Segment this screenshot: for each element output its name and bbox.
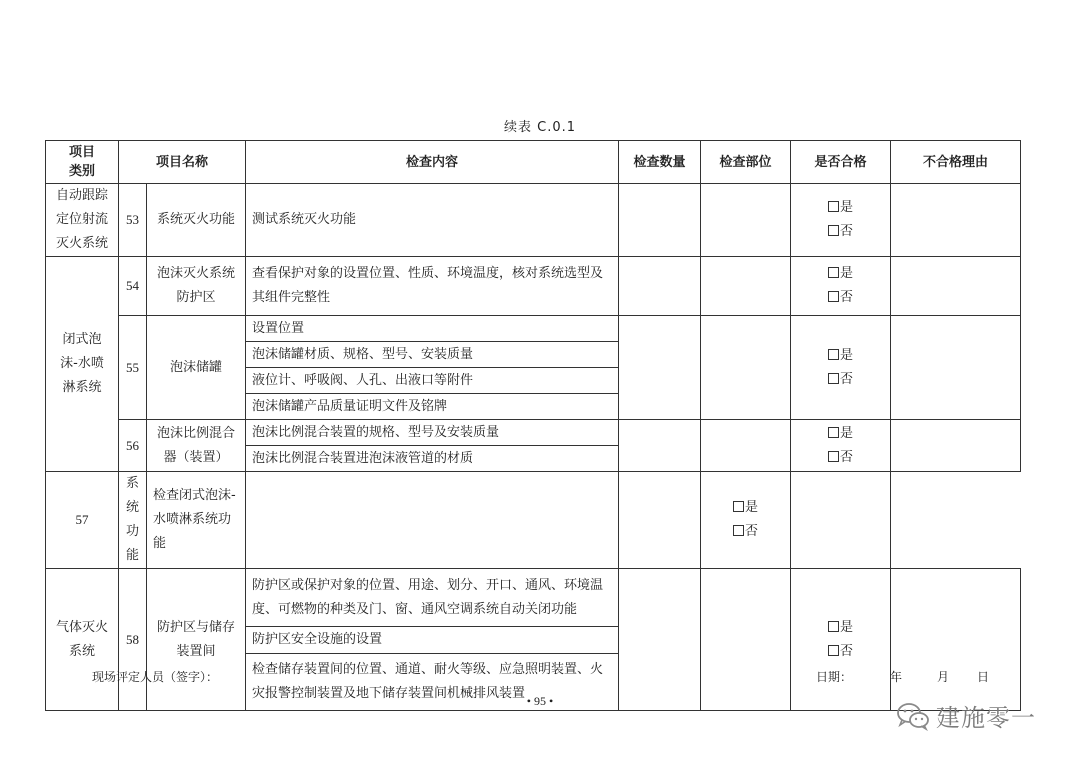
- location-cell[interactable]: [701, 184, 791, 257]
- item-content: 泡沫储罐产品质量证明文件及铭牌: [246, 394, 619, 420]
- table-row: [46, 184, 1021, 257]
- no-checkbox[interactable]: 否: [733, 520, 758, 544]
- header-qualified: 是否合格: [791, 141, 891, 184]
- reason-cell[interactable]: [891, 316, 1021, 420]
- header-location: 检查部位: [701, 141, 791, 184]
- item-content: 液位计、呼吸阀、人孔、出液口等附件: [246, 368, 619, 394]
- reason-cell[interactable]: [891, 420, 1021, 472]
- checkbox-icon: [733, 501, 744, 512]
- quantity-cell[interactable]: [619, 184, 701, 257]
- category-gas: 气体灭火系统: [46, 569, 119, 711]
- month-label: 月: [937, 670, 950, 684]
- item-content: 防护区安全设施的设置: [246, 627, 619, 654]
- no-checkbox[interactable]: 否: [828, 220, 853, 244]
- checkbox-icon: [828, 291, 839, 302]
- location-cell[interactable]: [701, 569, 791, 711]
- header-name: 项目名称: [119, 141, 246, 184]
- table-caption: 续表 C.0.1: [503, 120, 577, 135]
- item-content: 设置位置: [246, 316, 619, 342]
- item-name: 防护区与储存装置间: [147, 569, 246, 711]
- qualified-cell: [791, 184, 891, 257]
- checkbox-icon: [828, 451, 839, 462]
- qualified-cell: [791, 316, 891, 420]
- yes-checkbox[interactable]: 是: [828, 422, 853, 446]
- no-checkbox[interactable]: 否: [828, 286, 853, 310]
- qualified-cell: [791, 569, 891, 711]
- checkbox-icon: [828, 267, 839, 278]
- header-category: 项目类别: [46, 141, 119, 184]
- quantity-cell[interactable]: [619, 420, 701, 472]
- reason-cell[interactable]: [891, 569, 1021, 711]
- category-auto-tracking: 自动跟踪定位射流灭火系统: [46, 184, 119, 257]
- table-row: [46, 316, 1021, 342]
- qualified-cell: [701, 472, 791, 569]
- item-name: 泡沫储罐: [147, 316, 246, 420]
- item-content: 检查闭式泡沫-水喷淋系统功能: [147, 472, 246, 569]
- qualified-cell: [791, 420, 891, 472]
- table-row: [46, 569, 1021, 627]
- no-checkbox[interactable]: 否: [828, 446, 853, 470]
- watermark: [896, 698, 1036, 733]
- no-checkbox[interactable]: 否: [828, 640, 853, 664]
- item-content: 泡沫比例混合装置进泡沫液管道的材质: [246, 446, 619, 472]
- watermark-text: 建施零一: [936, 704, 1036, 732]
- checkbox-icon: [733, 525, 744, 536]
- item-number: 53: [119, 184, 147, 257]
- quantity-cell[interactable]: [619, 257, 701, 316]
- header-reason: 不合格理由: [891, 141, 1021, 184]
- checkbox-icon: [828, 349, 839, 360]
- checkbox-icon: [828, 373, 839, 384]
- yes-checkbox[interactable]: 是: [828, 196, 853, 220]
- item-number: 56: [119, 420, 147, 472]
- no-checkbox[interactable]: 否: [828, 368, 853, 392]
- item-content: 泡沫储罐材质、规格、型号、安装质量: [246, 342, 619, 368]
- table-row: [46, 257, 1021, 316]
- header-content: 检查内容: [246, 141, 619, 184]
- item-name: 泡沫比例混合器（装置）: [147, 420, 246, 472]
- item-content: 检查储存装置间的位置、通道、耐火等级、应急照明装置、火灾报警控制装置及地下储存装置间机械排风装置: [246, 654, 619, 711]
- location-cell[interactable]: [619, 472, 701, 569]
- page-number: • 95 •: [526, 694, 554, 708]
- year-label: 年: [890, 670, 903, 684]
- item-number: 55: [119, 316, 147, 420]
- yes-checkbox[interactable]: 是: [733, 496, 758, 520]
- quantity-cell[interactable]: [619, 569, 701, 711]
- category-closed-foam: 闭式泡沫-水喷淋系统: [46, 257, 119, 472]
- checkbox-icon: [828, 621, 839, 632]
- table-row: [46, 472, 1021, 569]
- reason-cell[interactable]: [891, 257, 1021, 316]
- location-cell[interactable]: [701, 420, 791, 472]
- location-cell[interactable]: [701, 257, 791, 316]
- inspector-signature-label: 现场评定人员（签字）：: [92, 670, 219, 684]
- table-row: [46, 420, 1021, 446]
- day-label: 日: [977, 670, 990, 684]
- checkbox-icon: [828, 427, 839, 438]
- checkbox-icon: [828, 225, 839, 236]
- item-number: 58: [119, 569, 147, 711]
- yes-checkbox[interactable]: 是: [828, 616, 853, 640]
- item-name: 泡沫灭火系统防护区: [147, 257, 246, 316]
- date-label: 日期：: [816, 670, 853, 684]
- quantity-cell[interactable]: [619, 316, 701, 420]
- qualified-cell: [791, 257, 891, 316]
- yes-checkbox[interactable]: 是: [828, 344, 853, 368]
- checkbox-icon: [828, 645, 839, 656]
- item-content: 泡沫比例混合装置的规格、型号及安装质量: [246, 420, 619, 446]
- header-row: [46, 141, 1021, 184]
- yes-checkbox[interactable]: 是: [828, 262, 853, 286]
- location-cell[interactable]: [701, 316, 791, 420]
- item-name: 系统功能: [119, 472, 147, 569]
- item-content: 查看保护对象的设置位置、性质、环境温度，核对系统选型及其组件完整性: [246, 257, 619, 316]
- item-number: 57: [46, 472, 119, 569]
- item-content: 测试系统灭火功能: [246, 184, 619, 257]
- wechat-icon: [896, 701, 930, 731]
- item-content: 防护区或保护对象的位置、用途、划分、开口、通风、环境温度、可燃物的种类及门、窗、通风空调系统自动关闭功能: [246, 569, 619, 627]
- header-quantity: 检查数量: [619, 141, 701, 184]
- reason-cell[interactable]: [891, 184, 1021, 257]
- item-name: 系统灭火功能: [147, 184, 246, 257]
- checkbox-icon: [828, 201, 839, 212]
- reason-cell[interactable]: [791, 472, 891, 569]
- quantity-cell[interactable]: [246, 472, 619, 569]
- inspection-table: [45, 140, 1021, 711]
- item-number: 54: [119, 257, 147, 316]
